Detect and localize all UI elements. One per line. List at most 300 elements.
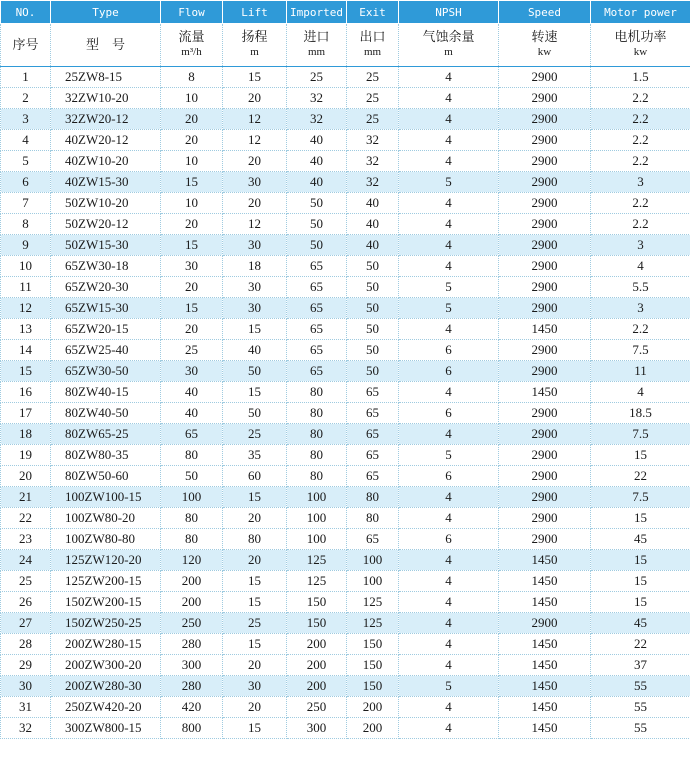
cell-speed: 1450 bbox=[499, 697, 591, 718]
cell-flow: 20 bbox=[161, 214, 223, 235]
cell-lift: 12 bbox=[223, 130, 287, 151]
cell-imported: 50 bbox=[287, 193, 347, 214]
header-row-english bbox=[1, 1, 690, 24]
cell-motor-power: 15 bbox=[591, 592, 690, 613]
cell-no: 5 bbox=[1, 151, 51, 172]
cell-lift: 15 bbox=[223, 571, 287, 592]
cell-speed: 1450 bbox=[499, 571, 591, 592]
table-body bbox=[1, 67, 690, 739]
cell-flow: 25 bbox=[161, 340, 223, 361]
table-row bbox=[1, 214, 690, 235]
cell-exit: 25 bbox=[347, 88, 399, 109]
cell-motor-power: 4 bbox=[591, 382, 690, 403]
cell-type: 32ZW20-12 bbox=[51, 109, 161, 130]
cell-motor-power: 7.5 bbox=[591, 424, 690, 445]
cell-motor-power: 15 bbox=[591, 508, 690, 529]
table-row bbox=[1, 256, 690, 277]
cell-type: 65ZW20-15 bbox=[51, 319, 161, 340]
cn-header-unit: mm bbox=[307, 46, 326, 58]
cell-npsh: 5 bbox=[399, 445, 499, 466]
col-header-no: NO. bbox=[1, 1, 51, 24]
cell-speed: 2900 bbox=[499, 529, 591, 550]
cn-header-unit: kw bbox=[633, 46, 648, 58]
cell-exit: 65 bbox=[347, 445, 399, 466]
cell-lift: 20 bbox=[223, 697, 287, 718]
cell-type: 80ZW50-60 bbox=[51, 466, 161, 487]
cell-motor-power: 2.2 bbox=[591, 130, 690, 151]
cell-imported: 150 bbox=[287, 592, 347, 613]
cell-flow: 15 bbox=[161, 172, 223, 193]
cell-npsh: 4 bbox=[399, 697, 499, 718]
cn-header-label: 型 号 bbox=[85, 37, 125, 53]
table-row bbox=[1, 235, 690, 256]
cell-flow: 100 bbox=[161, 487, 223, 508]
cell-motor-power: 45 bbox=[591, 613, 690, 634]
table-row bbox=[1, 718, 690, 739]
cell-lift: 80 bbox=[223, 529, 287, 550]
cell-no: 19 bbox=[1, 445, 51, 466]
cell-type: 65ZW20-30 bbox=[51, 277, 161, 298]
cell-npsh: 4 bbox=[399, 151, 499, 172]
cell-type: 65ZW30-50 bbox=[51, 361, 161, 382]
cell-exit: 40 bbox=[347, 193, 399, 214]
cell-lift: 15 bbox=[223, 487, 287, 508]
table-row bbox=[1, 172, 690, 193]
cell-exit: 80 bbox=[347, 508, 399, 529]
cell-npsh: 6 bbox=[399, 466, 499, 487]
cell-motor-power: 15 bbox=[591, 550, 690, 571]
cell-imported: 32 bbox=[287, 109, 347, 130]
cell-no: 30 bbox=[1, 676, 51, 697]
cell-npsh: 4 bbox=[399, 256, 499, 277]
cell-npsh: 5 bbox=[399, 676, 499, 697]
cell-speed: 2900 bbox=[499, 109, 591, 130]
cell-exit: 65 bbox=[347, 529, 399, 550]
cell-imported: 125 bbox=[287, 550, 347, 571]
cell-flow: 20 bbox=[161, 319, 223, 340]
cell-imported: 200 bbox=[287, 655, 347, 676]
cell-no: 24 bbox=[1, 550, 51, 571]
cell-lift: 15 bbox=[223, 592, 287, 613]
cell-speed: 2900 bbox=[499, 508, 591, 529]
cell-flow: 280 bbox=[161, 676, 223, 697]
col-header-exit: Exit bbox=[347, 1, 399, 24]
cell-exit: 25 bbox=[347, 109, 399, 130]
cell-motor-power: 3 bbox=[591, 172, 690, 193]
cell-imported: 100 bbox=[287, 487, 347, 508]
cell-flow: 200 bbox=[161, 571, 223, 592]
cell-speed: 2900 bbox=[499, 487, 591, 508]
cell-no: 4 bbox=[1, 130, 51, 151]
cell-npsh: 4 bbox=[399, 67, 499, 88]
cell-type: 150ZW200-15 bbox=[51, 592, 161, 613]
cell-motor-power: 45 bbox=[591, 529, 690, 550]
cell-exit: 65 bbox=[347, 382, 399, 403]
cell-lift: 30 bbox=[223, 235, 287, 256]
cn-header-flow bbox=[161, 24, 223, 67]
cell-imported: 40 bbox=[287, 172, 347, 193]
cn-header-label: 转速 bbox=[531, 30, 558, 45]
cell-npsh: 6 bbox=[399, 403, 499, 424]
col-header-npsh: NPSH bbox=[399, 1, 499, 24]
cell-no: 8 bbox=[1, 214, 51, 235]
cell-speed: 1450 bbox=[499, 655, 591, 676]
cell-no: 20 bbox=[1, 466, 51, 487]
cell-speed: 2900 bbox=[499, 88, 591, 109]
cell-motor-power: 7.5 bbox=[591, 487, 690, 508]
cell-type: 100ZW80-80 bbox=[51, 529, 161, 550]
cell-type: 250ZW420-20 bbox=[51, 697, 161, 718]
cell-no: 29 bbox=[1, 655, 51, 676]
cell-imported: 50 bbox=[287, 214, 347, 235]
table-row bbox=[1, 634, 690, 655]
table-row bbox=[1, 697, 690, 718]
cell-lift: 50 bbox=[223, 403, 287, 424]
cell-npsh: 4 bbox=[399, 235, 499, 256]
cell-no: 26 bbox=[1, 592, 51, 613]
table-row bbox=[1, 193, 690, 214]
cell-npsh: 4 bbox=[399, 214, 499, 235]
cell-speed: 2900 bbox=[499, 340, 591, 361]
cell-no: 13 bbox=[1, 319, 51, 340]
cell-exit: 65 bbox=[347, 403, 399, 424]
cell-motor-power: 55 bbox=[591, 697, 690, 718]
cell-flow: 800 bbox=[161, 718, 223, 739]
cell-flow: 10 bbox=[161, 88, 223, 109]
cell-motor-power: 55 bbox=[591, 676, 690, 697]
cell-exit: 125 bbox=[347, 613, 399, 634]
cell-lift: 20 bbox=[223, 655, 287, 676]
cell-lift: 18 bbox=[223, 256, 287, 277]
table-row bbox=[1, 445, 690, 466]
cell-exit: 32 bbox=[347, 130, 399, 151]
cell-imported: 40 bbox=[287, 130, 347, 151]
cell-imported: 300 bbox=[287, 718, 347, 739]
cell-lift: 15 bbox=[223, 382, 287, 403]
cn-header-unit: mm bbox=[363, 46, 382, 58]
cell-npsh: 4 bbox=[399, 655, 499, 676]
cell-speed: 2900 bbox=[499, 298, 591, 319]
cell-speed: 2900 bbox=[499, 151, 591, 172]
cn-header-label: 进口 bbox=[303, 30, 330, 45]
cell-motor-power: 2.2 bbox=[591, 214, 690, 235]
cell-npsh: 4 bbox=[399, 193, 499, 214]
cn-header-exit bbox=[347, 24, 399, 67]
cell-exit: 50 bbox=[347, 340, 399, 361]
cell-exit: 50 bbox=[347, 361, 399, 382]
table-row bbox=[1, 466, 690, 487]
cell-type: 125ZW200-15 bbox=[51, 571, 161, 592]
cell-motor-power: 3 bbox=[591, 298, 690, 319]
cell-npsh: 6 bbox=[399, 361, 499, 382]
cell-exit: 125 bbox=[347, 592, 399, 613]
table-row bbox=[1, 424, 690, 445]
cell-no: 9 bbox=[1, 235, 51, 256]
cell-flow: 8 bbox=[161, 67, 223, 88]
cell-speed: 2900 bbox=[499, 193, 591, 214]
cell-no: 16 bbox=[1, 382, 51, 403]
cell-exit: 80 bbox=[347, 487, 399, 508]
cell-motor-power: 15 bbox=[591, 445, 690, 466]
cell-imported: 65 bbox=[287, 319, 347, 340]
cell-speed: 1450 bbox=[499, 382, 591, 403]
cell-type: 40ZW15-30 bbox=[51, 172, 161, 193]
col-header-imported: Imported bbox=[287, 1, 347, 24]
cell-imported: 80 bbox=[287, 424, 347, 445]
cell-flow: 50 bbox=[161, 466, 223, 487]
cell-npsh: 4 bbox=[399, 130, 499, 151]
cell-imported: 200 bbox=[287, 676, 347, 697]
cell-speed: 1450 bbox=[499, 676, 591, 697]
cell-flow: 10 bbox=[161, 193, 223, 214]
table-row bbox=[1, 529, 690, 550]
cell-exit: 200 bbox=[347, 718, 399, 739]
cell-motor-power: 22 bbox=[591, 634, 690, 655]
cn-header-label: 电机功率 bbox=[614, 30, 667, 45]
cn-header-label: 出口 bbox=[359, 30, 386, 45]
cell-no: 22 bbox=[1, 508, 51, 529]
cell-flow: 80 bbox=[161, 445, 223, 466]
cell-npsh: 4 bbox=[399, 550, 499, 571]
cell-no: 3 bbox=[1, 109, 51, 130]
cell-type: 65ZW30-18 bbox=[51, 256, 161, 277]
cell-lift: 25 bbox=[223, 613, 287, 634]
cell-speed: 1450 bbox=[499, 550, 591, 571]
cell-no: 2 bbox=[1, 88, 51, 109]
cell-lift: 12 bbox=[223, 109, 287, 130]
cell-motor-power: 1.5 bbox=[591, 67, 690, 88]
cell-lift: 20 bbox=[223, 193, 287, 214]
cell-flow: 30 bbox=[161, 256, 223, 277]
cell-npsh: 4 bbox=[399, 424, 499, 445]
cell-imported: 100 bbox=[287, 529, 347, 550]
cell-no: 32 bbox=[1, 718, 51, 739]
cell-imported: 65 bbox=[287, 298, 347, 319]
cell-motor-power: 18.5 bbox=[591, 403, 690, 424]
cell-npsh: 5 bbox=[399, 298, 499, 319]
cell-flow: 80 bbox=[161, 508, 223, 529]
cell-speed: 2900 bbox=[499, 214, 591, 235]
header-row-chinese bbox=[1, 24, 690, 67]
cell-lift: 30 bbox=[223, 676, 287, 697]
cell-no: 18 bbox=[1, 424, 51, 445]
table-row bbox=[1, 592, 690, 613]
table-row bbox=[1, 655, 690, 676]
cell-lift: 50 bbox=[223, 361, 287, 382]
cell-lift: 20 bbox=[223, 88, 287, 109]
cell-speed: 1450 bbox=[499, 634, 591, 655]
cell-type: 80ZW40-50 bbox=[51, 403, 161, 424]
table-row bbox=[1, 130, 690, 151]
cell-npsh: 4 bbox=[399, 487, 499, 508]
cell-exit: 50 bbox=[347, 298, 399, 319]
cell-npsh: 4 bbox=[399, 88, 499, 109]
cell-type: 200ZW300-20 bbox=[51, 655, 161, 676]
table-row bbox=[1, 361, 690, 382]
table-row bbox=[1, 550, 690, 571]
cell-imported: 200 bbox=[287, 634, 347, 655]
cell-motor-power: 2.2 bbox=[591, 109, 690, 130]
cell-imported: 65 bbox=[287, 277, 347, 298]
cell-exit: 32 bbox=[347, 172, 399, 193]
cell-npsh: 4 bbox=[399, 109, 499, 130]
cell-flow: 10 bbox=[161, 151, 223, 172]
cn-header-imported bbox=[287, 24, 347, 67]
cell-lift: 15 bbox=[223, 319, 287, 340]
cn-header-unit: m³/h bbox=[181, 46, 202, 58]
cell-lift: 30 bbox=[223, 277, 287, 298]
cell-speed: 2900 bbox=[499, 172, 591, 193]
cell-lift: 30 bbox=[223, 172, 287, 193]
cell-flow: 20 bbox=[161, 109, 223, 130]
table-row bbox=[1, 88, 690, 109]
cell-speed: 2900 bbox=[499, 403, 591, 424]
cell-no: 14 bbox=[1, 340, 51, 361]
cell-exit: 65 bbox=[347, 424, 399, 445]
cell-imported: 80 bbox=[287, 466, 347, 487]
cell-imported: 125 bbox=[287, 571, 347, 592]
table-row bbox=[1, 403, 690, 424]
cell-type: 80ZW65-25 bbox=[51, 424, 161, 445]
cell-speed: 2900 bbox=[499, 361, 591, 382]
cell-exit: 50 bbox=[347, 277, 399, 298]
cell-type: 32ZW10-20 bbox=[51, 88, 161, 109]
cell-type: 200ZW280-15 bbox=[51, 634, 161, 655]
cell-motor-power: 2.2 bbox=[591, 151, 690, 172]
cell-motor-power: 15 bbox=[591, 571, 690, 592]
cell-flow: 40 bbox=[161, 382, 223, 403]
table-row bbox=[1, 109, 690, 130]
cell-no: 10 bbox=[1, 256, 51, 277]
cell-imported: 50 bbox=[287, 235, 347, 256]
cell-type: 40ZW10-20 bbox=[51, 151, 161, 172]
cell-lift: 20 bbox=[223, 508, 287, 529]
cell-flow: 420 bbox=[161, 697, 223, 718]
cell-flow: 15 bbox=[161, 235, 223, 256]
cell-no: 21 bbox=[1, 487, 51, 508]
cell-imported: 80 bbox=[287, 403, 347, 424]
cell-no: 23 bbox=[1, 529, 51, 550]
cell-npsh: 4 bbox=[399, 508, 499, 529]
cell-type: 65ZW25-40 bbox=[51, 340, 161, 361]
cell-motor-power: 37 bbox=[591, 655, 690, 676]
cell-exit: 40 bbox=[347, 214, 399, 235]
cell-imported: 25 bbox=[287, 67, 347, 88]
col-header-lift: Lift bbox=[223, 1, 287, 24]
cell-no: 31 bbox=[1, 697, 51, 718]
cell-imported: 40 bbox=[287, 151, 347, 172]
cell-flow: 250 bbox=[161, 613, 223, 634]
cell-motor-power: 2.2 bbox=[591, 319, 690, 340]
cell-lift: 15 bbox=[223, 634, 287, 655]
cell-imported: 80 bbox=[287, 382, 347, 403]
cell-type: 200ZW280-30 bbox=[51, 676, 161, 697]
cell-flow: 300 bbox=[161, 655, 223, 676]
cn-header-label: 流量 bbox=[178, 30, 205, 45]
cn-header-no bbox=[1, 24, 51, 67]
cell-npsh: 5 bbox=[399, 277, 499, 298]
cell-flow: 65 bbox=[161, 424, 223, 445]
cell-flow: 30 bbox=[161, 361, 223, 382]
cell-imported: 250 bbox=[287, 697, 347, 718]
cell-exit: 65 bbox=[347, 466, 399, 487]
cell-exit: 150 bbox=[347, 655, 399, 676]
table-row bbox=[1, 613, 690, 634]
cell-no: 11 bbox=[1, 277, 51, 298]
col-header-type: Type bbox=[51, 1, 161, 24]
cell-no: 27 bbox=[1, 613, 51, 634]
cn-header-unit: m bbox=[444, 46, 453, 58]
cell-type: 100ZW80-20 bbox=[51, 508, 161, 529]
cell-type: 150ZW250-25 bbox=[51, 613, 161, 634]
cell-type: 50ZW10-20 bbox=[51, 193, 161, 214]
cell-no: 1 bbox=[1, 67, 51, 88]
table-row bbox=[1, 67, 690, 88]
cell-type: 25ZW8-15 bbox=[51, 67, 161, 88]
cell-npsh: 5 bbox=[399, 172, 499, 193]
cell-motor-power: 5.5 bbox=[591, 277, 690, 298]
cell-imported: 80 bbox=[287, 445, 347, 466]
cn-header-lift bbox=[223, 24, 287, 67]
cell-type: 125ZW120-20 bbox=[51, 550, 161, 571]
cell-type: 100ZW100-15 bbox=[51, 487, 161, 508]
cn-header-speed bbox=[499, 24, 591, 67]
cell-no: 7 bbox=[1, 193, 51, 214]
cell-imported: 32 bbox=[287, 88, 347, 109]
cell-flow: 80 bbox=[161, 529, 223, 550]
cell-exit: 25 bbox=[347, 67, 399, 88]
cell-lift: 60 bbox=[223, 466, 287, 487]
cell-imported: 100 bbox=[287, 508, 347, 529]
cell-speed: 2900 bbox=[499, 235, 591, 256]
cn-header-unit: m bbox=[250, 46, 259, 58]
cell-lift: 25 bbox=[223, 424, 287, 445]
cell-speed: 2900 bbox=[499, 424, 591, 445]
table-row bbox=[1, 340, 690, 361]
cell-npsh: 4 bbox=[399, 634, 499, 655]
cell-no: 6 bbox=[1, 172, 51, 193]
cell-flow: 20 bbox=[161, 130, 223, 151]
table-row bbox=[1, 382, 690, 403]
cell-flow: 200 bbox=[161, 592, 223, 613]
cell-lift: 30 bbox=[223, 298, 287, 319]
cell-exit: 100 bbox=[347, 550, 399, 571]
cell-speed: 2900 bbox=[499, 277, 591, 298]
cell-npsh: 4 bbox=[399, 613, 499, 634]
cell-npsh: 6 bbox=[399, 529, 499, 550]
cell-motor-power: 2.2 bbox=[591, 193, 690, 214]
cell-type: 80ZW80-35 bbox=[51, 445, 161, 466]
cell-type: 40ZW20-12 bbox=[51, 130, 161, 151]
cell-no: 25 bbox=[1, 571, 51, 592]
cell-motor-power: 2.2 bbox=[591, 88, 690, 109]
cell-speed: 1450 bbox=[499, 592, 591, 613]
cell-type: 300ZW800-15 bbox=[51, 718, 161, 739]
cell-flow: 120 bbox=[161, 550, 223, 571]
cell-no: 17 bbox=[1, 403, 51, 424]
cell-speed: 2900 bbox=[499, 67, 591, 88]
cell-type: 50ZW15-30 bbox=[51, 235, 161, 256]
cell-type: 65ZW15-30 bbox=[51, 298, 161, 319]
cell-speed: 2900 bbox=[499, 466, 591, 487]
cell-exit: 100 bbox=[347, 571, 399, 592]
cell-motor-power: 11 bbox=[591, 361, 690, 382]
cell-lift: 15 bbox=[223, 718, 287, 739]
cell-motor-power: 7.5 bbox=[591, 340, 690, 361]
cn-header-type bbox=[51, 24, 161, 67]
table-row bbox=[1, 571, 690, 592]
table-row bbox=[1, 487, 690, 508]
